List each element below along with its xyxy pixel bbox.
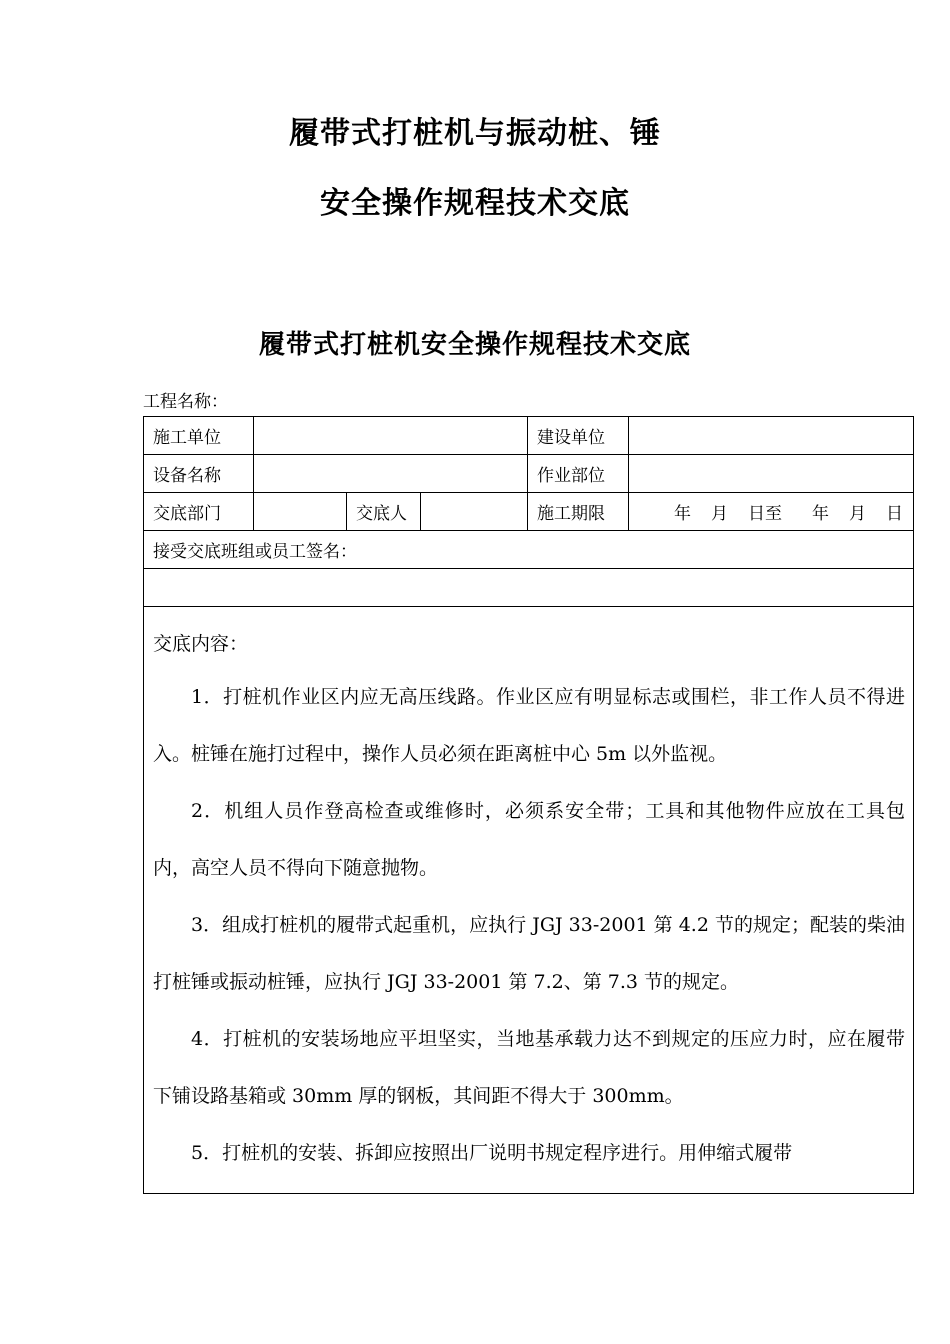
department-label: 交底部门 <box>144 493 254 531</box>
equipment-name-field[interactable] <box>254 455 528 493</box>
content-item-3: 3．组成打桩机的履带式起重机，应执行 JGJ 33-2001 第 4.2 节的规定；配装的柴油打桩锤或振动桩锤，应执行 JGJ 33-2001 第 7.2、第 7.3 节的规定。 <box>153 914 906 993</box>
signature-label: 接受交底班组或员工签名： <box>144 531 914 569</box>
period-end-month: 月 <box>849 504 867 524</box>
equipment-name-label: 设备名称 <box>144 455 254 493</box>
content-label: 交底内容： <box>153 633 249 655</box>
content-item-5: 5．打桩机的安装、拆卸应按照出厂说明书规定程序进行。用伸缩式履带 <box>191 1142 793 1164</box>
period-start-month: 月 <box>711 504 729 524</box>
content-item-2: 2．机组人员作登高检查或维修时，必须系安全带；工具和其他物件应放在工具包内，高空人员不得向下随意抛物。 <box>153 800 906 879</box>
table-row <box>144 531 914 569</box>
period-end-year: 年 <box>812 504 830 524</box>
table-row <box>144 493 914 531</box>
discloser-label: 交底人 <box>347 493 421 531</box>
period-label: 施工期限 <box>528 493 629 531</box>
work-part-field[interactable] <box>629 455 914 493</box>
period-start-year: 年 <box>674 504 692 524</box>
client-unit-field[interactable] <box>629 417 914 455</box>
content-item-4: 4．打桩机的安装场地应平坦坚实，当地基承载力达不到规定的压应力时，应在履带下铺设路基箱或 30mm 厚的钢板，其间距不得大于 300mm。 <box>153 1028 906 1107</box>
form-title: 履带式打桩机安全操作规程技术交底 <box>258 330 691 360</box>
table-row <box>144 607 914 1194</box>
signature-field[interactable] <box>144 569 914 607</box>
period-start-day: 日至 <box>748 504 783 524</box>
content-item-1: 1．打桩机作业区内应无高压线路。作业区应有明显标志或围栏，非工作人员不得进入。桩锤在施打过程中，操作人员必须在距离桩中心 5m 以外监视。 <box>153 686 906 765</box>
table-row <box>144 569 914 607</box>
document-title-line-1: 履带式打桩机与振动桩、锤 <box>289 116 661 151</box>
table-row <box>144 455 914 493</box>
discloser-field[interactable] <box>421 493 528 531</box>
project-name-label: 工程名称： <box>143 392 228 412</box>
period-end-day: 日 <box>886 504 904 524</box>
disclosure-form-table <box>143 416 914 1194</box>
client-unit-label: 建设单位 <box>528 417 629 455</box>
period-field[interactable] <box>629 493 914 531</box>
content-cell <box>144 607 914 1194</box>
work-part-label: 作业部位 <box>528 455 629 493</box>
department-field[interactable] <box>254 493 347 531</box>
document-title-line-2: 安全操作规程技术交底 <box>320 186 630 221</box>
table-row <box>144 417 914 455</box>
construction-unit-label: 施工单位 <box>144 417 254 455</box>
construction-unit-field[interactable] <box>254 417 528 455</box>
